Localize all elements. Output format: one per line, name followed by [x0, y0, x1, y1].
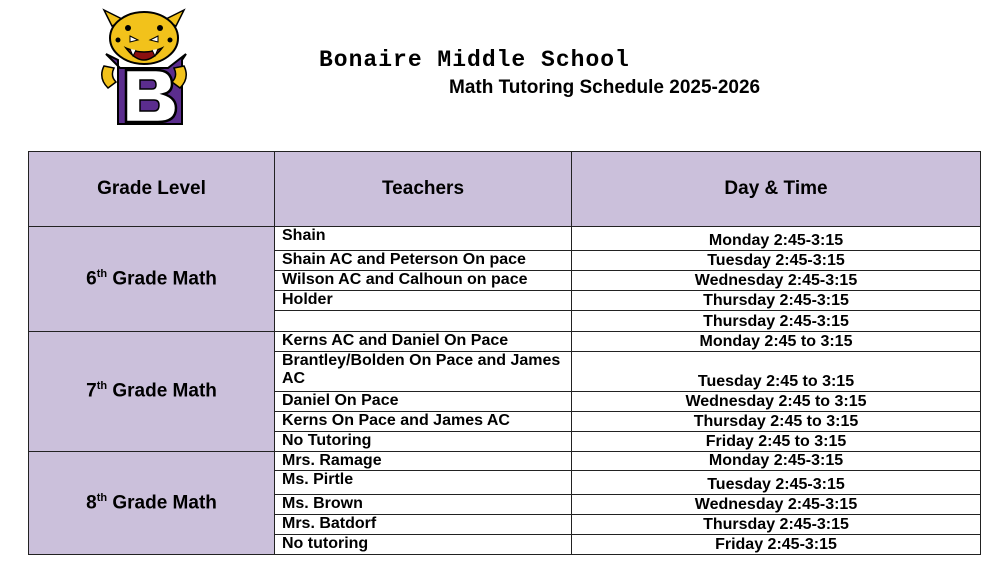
table-header-row — [29, 152, 981, 227]
grade-cell-8th — [29, 452, 275, 555]
time-cell: Monday 2:45-3:15 — [572, 452, 981, 471]
teacher-cell: Ms. Brown — [275, 495, 572, 515]
time-cell: Wednesday 2:45-3:15 — [572, 271, 981, 291]
teacher-cell: No Tutoring — [275, 432, 572, 452]
teacher-cell: Kerns On Pace and James AC — [275, 412, 572, 432]
time-cell: Tuesday 2:45-3:15 — [572, 251, 981, 271]
teacher-cell: Holder — [275, 291, 572, 311]
teacher-cell: Daniel On Pace — [275, 392, 572, 412]
time-cell: Thursday 2:45-3:15 — [572, 311, 981, 332]
school-name: Bonaire Middle School — [319, 47, 630, 73]
teacher-cell: Shain AC and Peterson On pace — [275, 251, 572, 271]
grade-label: Grade Math — [112, 492, 217, 514]
teacher-cell: Brantley/Bolden On Pace and James AC — [275, 352, 572, 392]
teacher-cell — [275, 311, 572, 332]
grade-number: 6 — [86, 268, 97, 290]
teacher-cell: Ms. Pirtle — [275, 471, 572, 495]
time-cell: Wednesday 2:45-3:15 — [572, 495, 981, 515]
teacher-cell: Wilson AC and Calhoun on pace — [275, 271, 572, 291]
grade-ordinal: th — [96, 380, 108, 393]
column-header-day-time: Day & Time — [572, 152, 981, 227]
grade-ordinal: th — [96, 267, 108, 280]
time-cell: Monday 2:45 to 3:15 — [572, 332, 981, 352]
teacher-cell: Kerns AC and Daniel On Pace — [275, 332, 572, 352]
time-cell: Wednesday 2:45 to 3:15 — [572, 392, 981, 412]
grade-cell-7th — [29, 332, 275, 452]
grade-cell-6th — [29, 227, 275, 332]
column-header-grade: Grade Level — [29, 152, 275, 227]
grade-ordinal: th — [96, 491, 108, 504]
teacher-cell: Shain — [275, 227, 572, 251]
table-row — [29, 227, 981, 251]
column-header-teachers: Teachers — [275, 152, 572, 227]
time-cell: Thursday 2:45-3:15 — [572, 291, 981, 311]
time-cell: Thursday 2:45-3:15 — [572, 515, 981, 535]
grade-label: Grade Math — [112, 268, 217, 290]
time-cell: Tuesday 2:45 to 3:15 — [572, 352, 981, 392]
grade-number: 7 — [86, 380, 97, 402]
mascot-logo — [98, 8, 190, 128]
schedule-subtitle: Math Tutoring Schedule 2025-2026 — [449, 77, 761, 98]
teacher-cell: No tutoring — [275, 535, 572, 555]
time-cell: Friday 2:45 to 3:15 — [572, 432, 981, 452]
table-row — [29, 332, 981, 352]
jaguar-icon — [102, 10, 187, 124]
table-row — [29, 452, 981, 471]
grade-label: Grade Math — [112, 380, 217, 402]
time-cell: Tuesday 2:45-3:15 — [572, 471, 981, 495]
time-cell: Friday 2:45-3:15 — [572, 535, 981, 555]
teacher-cell: Mrs. Batdorf — [275, 515, 572, 535]
tutoring-schedule-table — [28, 151, 981, 555]
teacher-cell: Mrs. Ramage — [275, 452, 572, 471]
grade-number: 8 — [86, 492, 97, 514]
time-cell: Monday 2:45-3:15 — [572, 227, 981, 251]
time-cell: Thursday 2:45 to 3:15 — [572, 412, 981, 432]
